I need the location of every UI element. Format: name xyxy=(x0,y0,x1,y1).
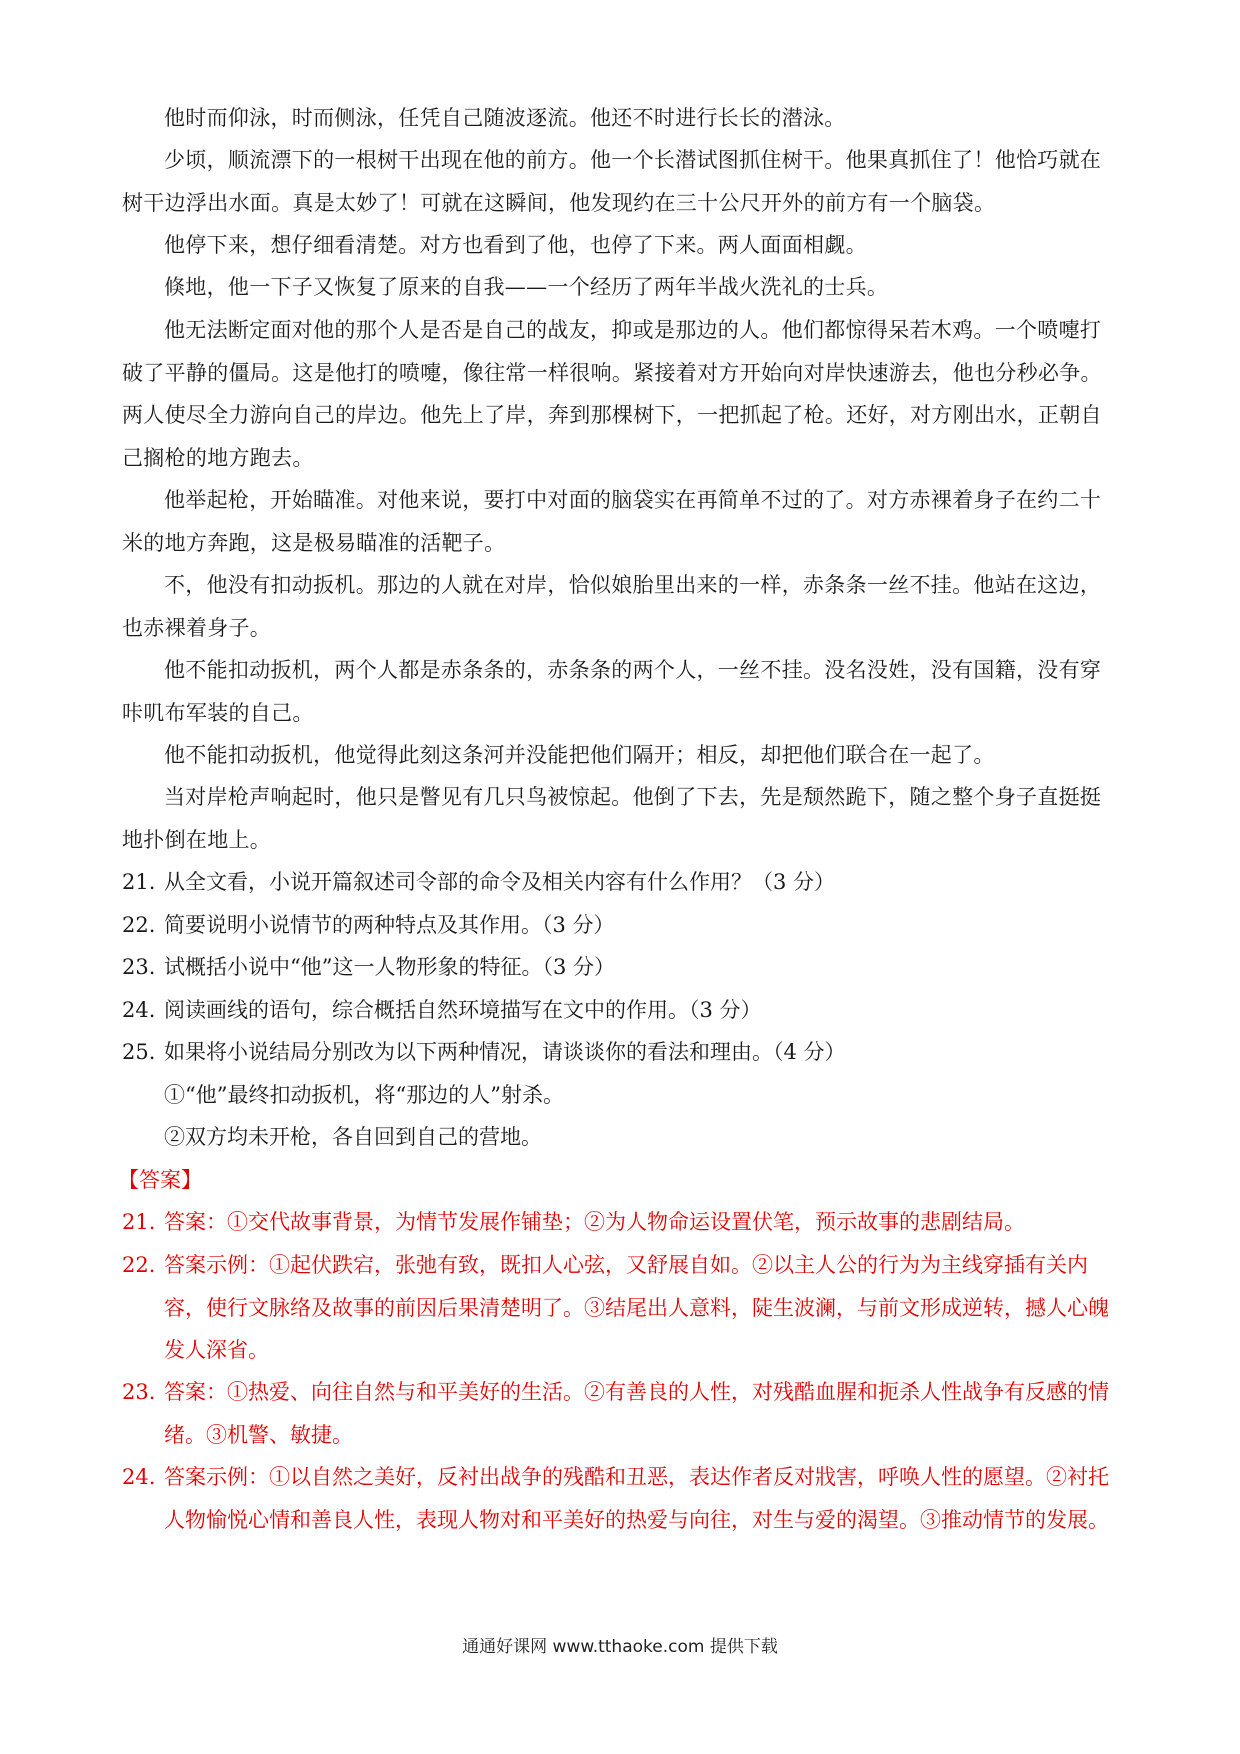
answer-number: 23. xyxy=(122,1380,156,1404)
option-2: ②双方均未开枪，各自回到自己的营地。 xyxy=(164,1125,542,1149)
answer-number: 22. xyxy=(122,1253,156,1277)
answer-22 xyxy=(122,1244,1127,1372)
question-25 xyxy=(122,1031,1122,1074)
answer-text: 答案示例：①起伏跌宕，张弛有致，既扣人心弦，又舒展自如。②以主人公的行为为主线穿插有关内容，使行文脉络及故事的前因后果清楚明了。③结尾出人意料，陡生波澜，与前文形成逆转，撼人心魄发人深省。 xyxy=(164,1253,1109,1362)
answer-23 xyxy=(122,1371,1127,1456)
question-number: 25. xyxy=(122,1040,156,1064)
question-number: 24. xyxy=(122,998,156,1022)
answer-21 xyxy=(122,1201,1127,1244)
question-text: 如果将小说结局分别改为以下两种情况，请谈谈你的看法和理由。（4 分） xyxy=(164,1040,846,1064)
question-24 xyxy=(122,989,1122,1032)
answer-text: 答案：①交代故事背景，为情节发展作铺垫；②为人物命运设置伏笔，预示故事的悲剧结局。 xyxy=(164,1210,1025,1234)
question-21 xyxy=(122,861,1122,904)
question-number: 22. xyxy=(122,913,156,937)
story-paragraph-7: 不，他没有扣动扳机。那边的人就在对岸，恰似娘胎里出来的一样，赤条条一丝不挂。他站在这边，也赤裸着身子。 xyxy=(122,573,1102,640)
story-paragraph-1: 他时而仰泳，时而侧泳，任凭自己随波逐流。他还不时进行长长的潜泳。 xyxy=(164,106,846,130)
question-23 xyxy=(122,946,1122,989)
story-paragraph-4: 倏地，他一下子又恢复了原来的自我——一个经历了两年半战火洗礼的士兵。 xyxy=(164,275,889,299)
story-paragraph-2: 少顷，顺流漂下的一根树干出现在他的前方。他一个长潜试图抓住树干。他果真抓住了！他恰巧就在树干边浮出水面。真是太妙了！可就在这瞬间，他发现约在三十公尺开外的前方有一个脑袋。 xyxy=(122,148,1102,215)
option-1: ①“他”最终扣动扳机，将“那边的人”射杀。 xyxy=(164,1083,564,1107)
answer-text: 答案：①热爱、向往自然与和平美好的生活。②有善良的人性，对残酷血腥和扼杀人性战争有反感的情绪。③机警、敏捷。 xyxy=(164,1380,1109,1447)
story-paragraph-9: 他不能扣动扳机，他觉得此刻这条河并没能把他们隔开；相反，却把他们联合在一起了。 xyxy=(164,743,995,767)
question-text: 从全文看，小说开篇叙述司令部的命令及相关内容有什么作用？（3 分） xyxy=(164,870,836,894)
question-text: 试概括小说中“他”这一人物形象的特征。（3 分） xyxy=(164,955,616,979)
question-22 xyxy=(122,904,1122,947)
answer-24 xyxy=(122,1456,1127,1541)
story-paragraph-3: 他停下来，想仔细看清楚。对方也看到了他，也停了下来。两人面面相觑。 xyxy=(164,233,867,257)
question-text: 阅读画线的语句，综合概括自然环境描写在文中的作用。（3 分） xyxy=(164,998,762,1022)
story-paragraph-5: 他无法断定面对他的那个人是否是自己的战友，抑或是那边的人。他们都惊得呆若木鸡。一个喷嚏打破了平静的僵局。这是他打的喷嚏，像往常一样很响。紧接着对方开始向对岸快速游去，他也分秒必争。两人使尽全力游向自己的岸边。他先上了岸，奔到那棵树下，一把抓起了枪。还好，对方刚出水，正朝自己搁枪的地方跑去。 xyxy=(122,318,1102,470)
answer-text: 答案示例：①以自然之美好，反衬出战争的残酷和丑恶，表达作者反对戕害，呼唤人性的愿望。②衬托人物愉悦心情和善良人性，表现人物对和平美好的热爱与向往，对生与爱的渴望。③推动情节的发展。 xyxy=(164,1465,1109,1532)
answer-header: 【答案】 xyxy=(118,1168,202,1192)
question-number: 23. xyxy=(122,955,156,979)
story-paragraph-8: 他不能扣动扳机，两个人都是赤条条的，赤条条的两个人，一丝不挂。没名没姓，没有国籍，没有穿咔叽布军装的自己。 xyxy=(122,658,1102,725)
page-footer: 通通好课网 www.tthaoke.com 提供下载 xyxy=(462,1637,778,1657)
question-number: 21. xyxy=(122,870,156,894)
answer-number: 21. xyxy=(122,1210,156,1234)
story-paragraph-6: 他举起枪，开始瞄准。对他来说，要打中对面的脑袋实在再简单不过的了。对方赤裸着身子在约二十米的地方奔跑，这是极易瞄准的活靶子。 xyxy=(122,488,1102,555)
question-text: 简要说明小说情节的两种特点及其作用。（3 分） xyxy=(164,913,615,937)
answer-number: 24. xyxy=(122,1465,156,1489)
story-paragraph-10: 当对岸枪声响起时，他只是瞥见有几只鸟被惊起。他倒了下去，先是颓然跪下，随之整个身子直挺挺地扑倒在地上。 xyxy=(122,785,1102,852)
